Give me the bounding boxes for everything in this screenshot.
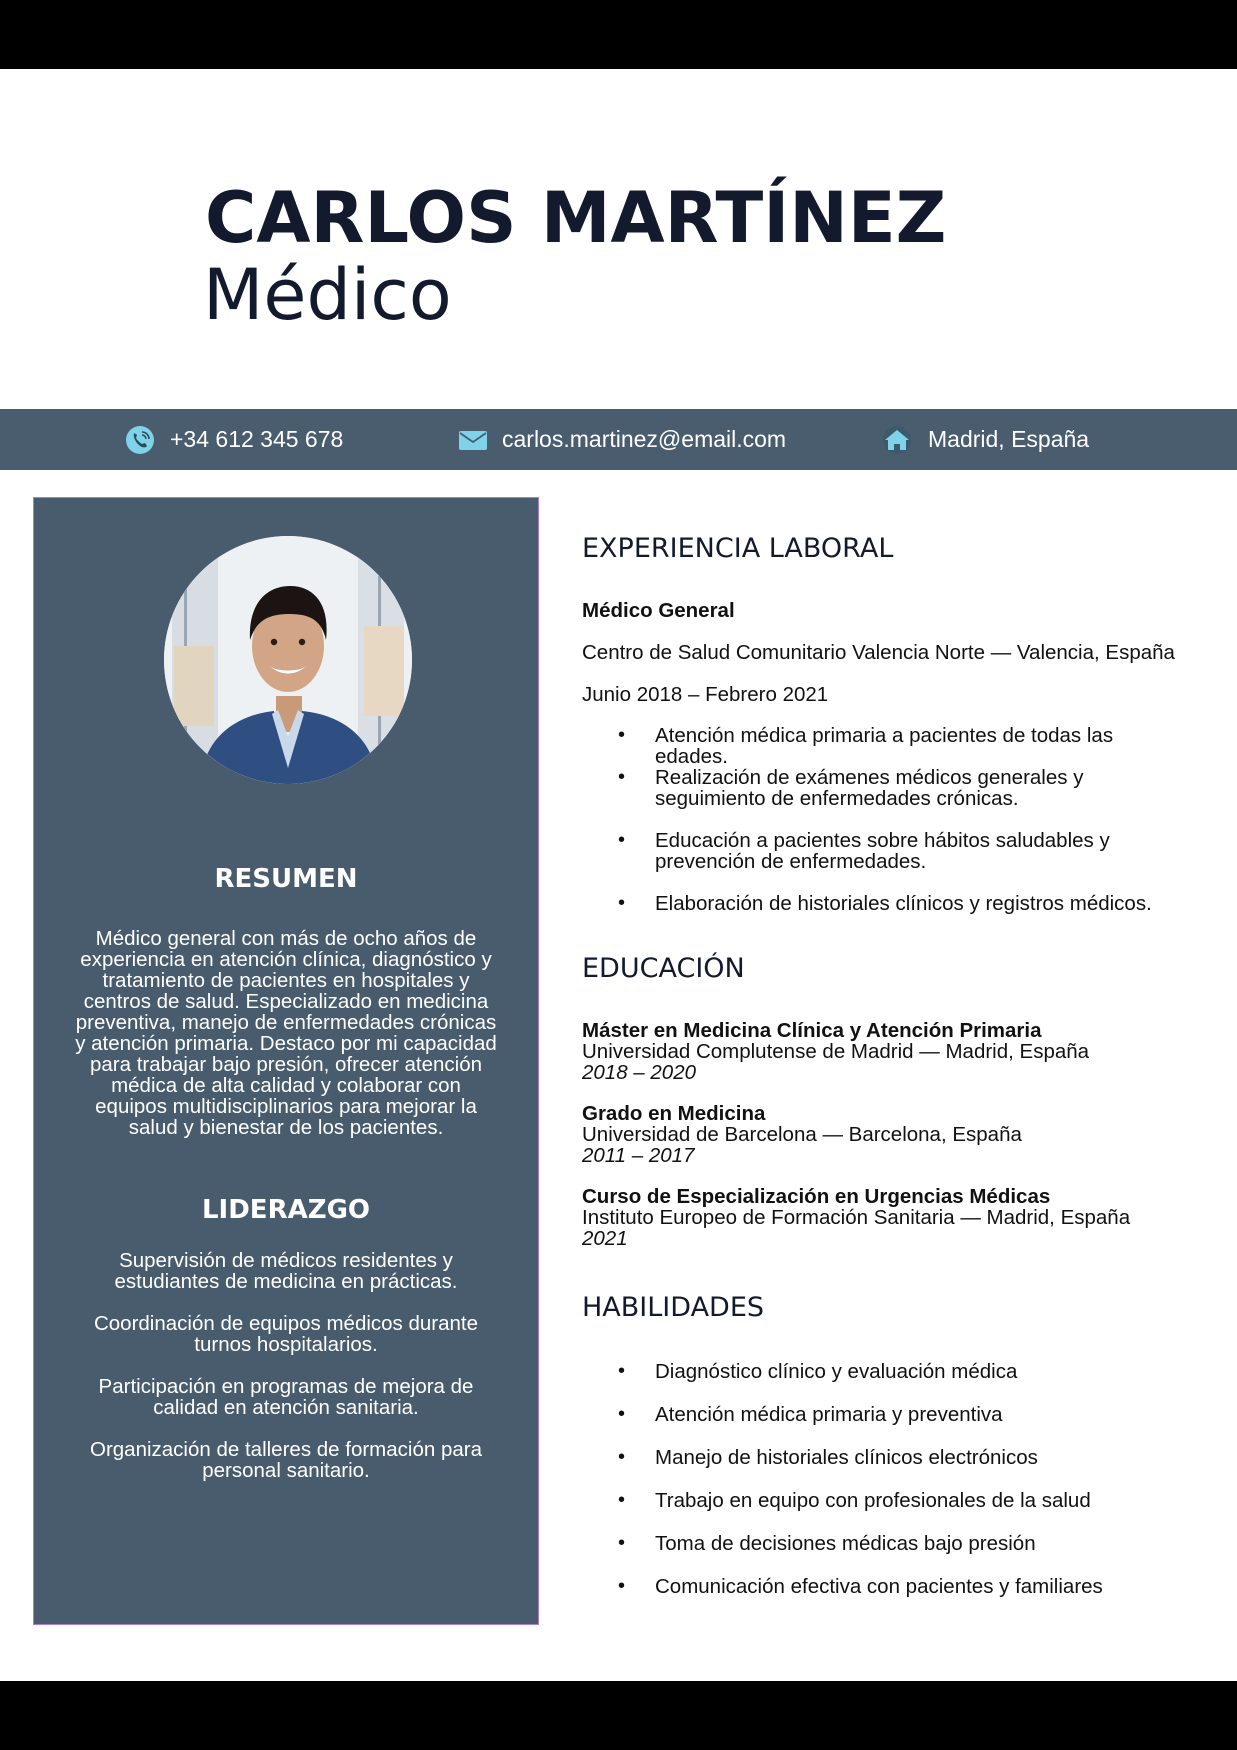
education-heading: EDUCACIÓN: [582, 953, 745, 984]
degree-name: Curso de Especialización en Urgencias Médicas: [582, 1185, 1051, 1208]
degree-name: Máster en Medicina Clínica y Atención Primaria: [582, 1019, 1042, 1042]
experience-heading: EXPERIENCIA LABORAL: [582, 533, 894, 564]
job-dates: Junio 2018 – Febrero 2021: [582, 683, 829, 706]
contact-location: [880, 409, 1089, 470]
skills-list: [582, 1361, 1182, 1597]
skill-item: • Toma de decisiones médicas bajo presión: [582, 1533, 1182, 1554]
contact-email[interactable]: [458, 409, 786, 470]
education-entry: [582, 1103, 1182, 1166]
email-text: carlos.martinez@email.com: [502, 426, 787, 452]
home-icon: [880, 425, 914, 455]
experience-bullet: • Elaboración de historiales clínicos y registros médicos.: [582, 893, 1182, 914]
job-title: Médico General: [582, 599, 735, 622]
school-name: Instituto Europeo de Formación Sanitaria — Madrid, España: [582, 1206, 1131, 1229]
envelope-icon: [458, 428, 488, 452]
leadership-item: Participación en programas de mejora de calidad en atención sanitaria.: [98, 1375, 474, 1419]
degree-years: 2021: [582, 1227, 628, 1250]
summary-heading: RESUMEN: [214, 864, 358, 894]
job-employer: Centro de Salud Comunitario Valencia Norte — Valencia, España: [582, 641, 1175, 664]
education-entry: [582, 1186, 1182, 1249]
school-name: Universidad de Barcelona — Barcelona, España: [582, 1123, 1022, 1146]
leadership-list: [74, 1250, 498, 1502]
person-name: CARLOS MARTÍNEZ: [205, 177, 947, 259]
leadership-heading: LIDERAZGO: [201, 1195, 371, 1225]
degree-name: Grado en Medicina: [582, 1102, 766, 1125]
school-name: Universidad Complutense de Madrid — Madrid, España: [582, 1040, 1090, 1063]
leadership-item: Coordinación de equipos médicos durante turnos hospitalarios.: [93, 1312, 479, 1356]
experience-bullets: [582, 725, 1182, 914]
skill-item: • Manejo de historiales clínicos electrónicos: [582, 1447, 1182, 1468]
phone-icon: [124, 424, 156, 456]
experience-bullet: • Realización de exámenes médicos generales y seguimiento de enfermedades crónicas.: [582, 767, 1182, 809]
leadership-item: Organización de talleres de formación para personal sanitario.: [90, 1438, 482, 1482]
summary-text: Médico general con más de ocho años de experiencia en atención clínica, diagnóstico y tratamiento de pacientes en hospitales y centros de salud. Especializado en medicina preventiva, manejo de enfermedades crónicas y atención primaria. Destaco por mi capacidad para trabajar bajo presión, ofrecer atención médica de alta calidad y colaborar con equipos multidisciplinarios para mejorar la salud y bienestar de los pacientes.: [75, 927, 497, 1139]
bottom-black-bar: [0, 1681, 1237, 1750]
skill-item: • Trabajo en equipo con profesionales de la salud: [582, 1490, 1182, 1511]
top-black-bar: [0, 0, 1237, 69]
phone-text: +34 612 345 678: [170, 426, 344, 452]
job-role: Médico: [203, 254, 452, 336]
profile-photo: [164, 536, 412, 784]
degree-years: 2011 – 2017: [582, 1144, 695, 1167]
experience-bullet: • Atención médica primaria a pacientes de todas las edades.: [582, 725, 1182, 767]
leadership-item: Supervisión de médicos residentes y estudiantes de medicina en prácticas.: [114, 1249, 458, 1293]
experience-bullet: • Educación a pacientes sobre hábitos saludables y prevención de enfermedades.: [582, 830, 1182, 872]
sidebar: [33, 497, 539, 1625]
location-text: Madrid, España: [928, 426, 1090, 452]
skill-item: • Comunicación efectiva con pacientes y familiares: [582, 1576, 1182, 1597]
education-entry: [582, 1020, 1182, 1083]
degree-years: 2018 – 2020: [582, 1061, 697, 1084]
skill-item: • Diagnóstico clínico y evaluación médica: [582, 1361, 1182, 1382]
contact-phone[interactable]: [124, 409, 343, 470]
skills-heading: HABILIDADES: [582, 1292, 765, 1323]
skill-item: • Atención médica primaria y preventiva: [582, 1404, 1182, 1425]
contact-bar: [0, 409, 1237, 470]
